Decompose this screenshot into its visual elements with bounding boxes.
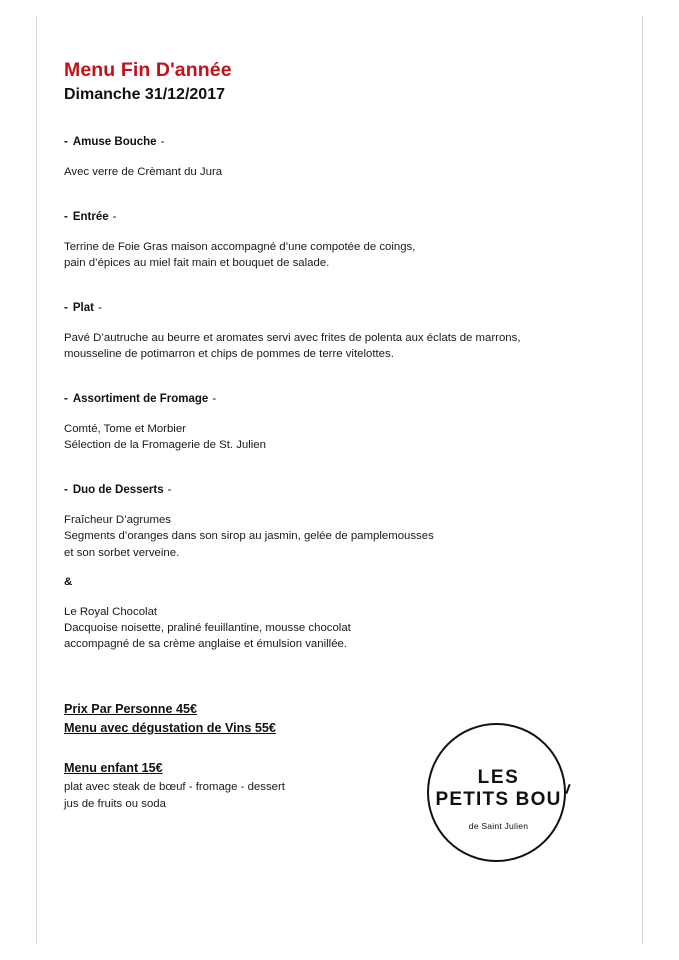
- section-heading: [64, 211, 584, 225]
- dash-icon: -: [64, 484, 68, 497]
- dash-icon: -: [167, 484, 172, 497]
- section-heading-label: Amuse Bouche: [72, 135, 157, 148]
- section-line: et son sorbet verveine.: [64, 546, 180, 559]
- section-heading-label: Duo de Desserts: [72, 484, 164, 497]
- kids-menu-line: jus de fruits ou soda: [64, 797, 166, 810]
- section-heading-label: Entrée: [72, 210, 109, 223]
- dash-icon: -: [64, 135, 68, 148]
- dash-icon: -: [64, 301, 68, 314]
- logo-line-3: de Saint Julien: [468, 820, 529, 831]
- section-heading: [64, 136, 584, 150]
- section-amuse-bouche: [64, 136, 584, 180]
- logo-text: [427, 767, 570, 831]
- dash-icon: -: [212, 393, 217, 406]
- kids-menu-title: Menu enfant 15€: [64, 760, 163, 775]
- section-line: Terrine de Foie Gras maison accompagné d’une compotée de coings,: [64, 240, 416, 253]
- menu-date: Dimanche 31/12/2017: [64, 86, 225, 104]
- section-heading: [64, 302, 584, 316]
- page-edge-left: [36, 16, 37, 944]
- price-wine-pairing: Menu avec dégustation de Vins 55€: [64, 720, 276, 735]
- section-entree: [64, 211, 584, 271]
- section-line: Pavé D’autruche au beurre et aromates servi avec frites de polenta aux éclats de marrons,: [64, 331, 521, 344]
- dash-icon: -: [97, 301, 102, 314]
- section-heading: [64, 393, 584, 407]
- logo-line-1: LES: [477, 767, 520, 788]
- section-line: Fraîcheur D’agrumes: [64, 514, 171, 527]
- section-heading-label: Plat: [72, 301, 94, 314]
- kids-menu-line: plat avec steak de bœuf - fromage - dessert: [64, 781, 285, 794]
- page-title: Menu Fin D'année: [64, 59, 232, 81]
- page-edge-right: [642, 16, 643, 944]
- section-plat: [64, 302, 584, 362]
- section-desserts: [64, 484, 584, 652]
- section-line: accompagné de sa crème anglaise et émulsion vanillée.: [64, 637, 348, 650]
- menu-content: [64, 60, 584, 812]
- logo-line-2-label: PETITS BOU: [435, 788, 562, 810]
- dash-icon: -: [64, 210, 68, 223]
- section-line: Avec verre de Crèmant du Jura: [64, 165, 223, 178]
- section-heading-label: Assortiment de Fromage: [72, 393, 209, 406]
- section-line: Dacquoise noisette, praliné feuillantine, mousse chocolat: [64, 621, 351, 634]
- section-line: pain d’épices au miel fait main et bouquet de salade.: [64, 256, 330, 269]
- section-line: Sélection de la Fromagerie de St. Julien: [64, 439, 266, 452]
- dash-icon: -: [160, 135, 165, 148]
- price-per-person: Prix Par Personne 45€: [64, 702, 198, 717]
- dash-icon: -: [112, 210, 117, 223]
- section-heading: [64, 484, 584, 498]
- restaurant-logo: [427, 723, 570, 866]
- dash-icon: -: [64, 393, 68, 406]
- section-fromage: [64, 393, 584, 453]
- logo-line-2: [435, 789, 561, 811]
- section-line: Le Royal Chocolat: [64, 605, 158, 618]
- section-separator: &: [64, 575, 73, 588]
- section-line: Comté, Tome et Morbier: [64, 422, 186, 435]
- section-line: mousseline de potimarron et chips de pommes de terre vitelottes.: [64, 347, 394, 360]
- section-line: Segments d’oranges dans son sirop au jasmin, gelée de pamplemousses: [64, 530, 434, 543]
